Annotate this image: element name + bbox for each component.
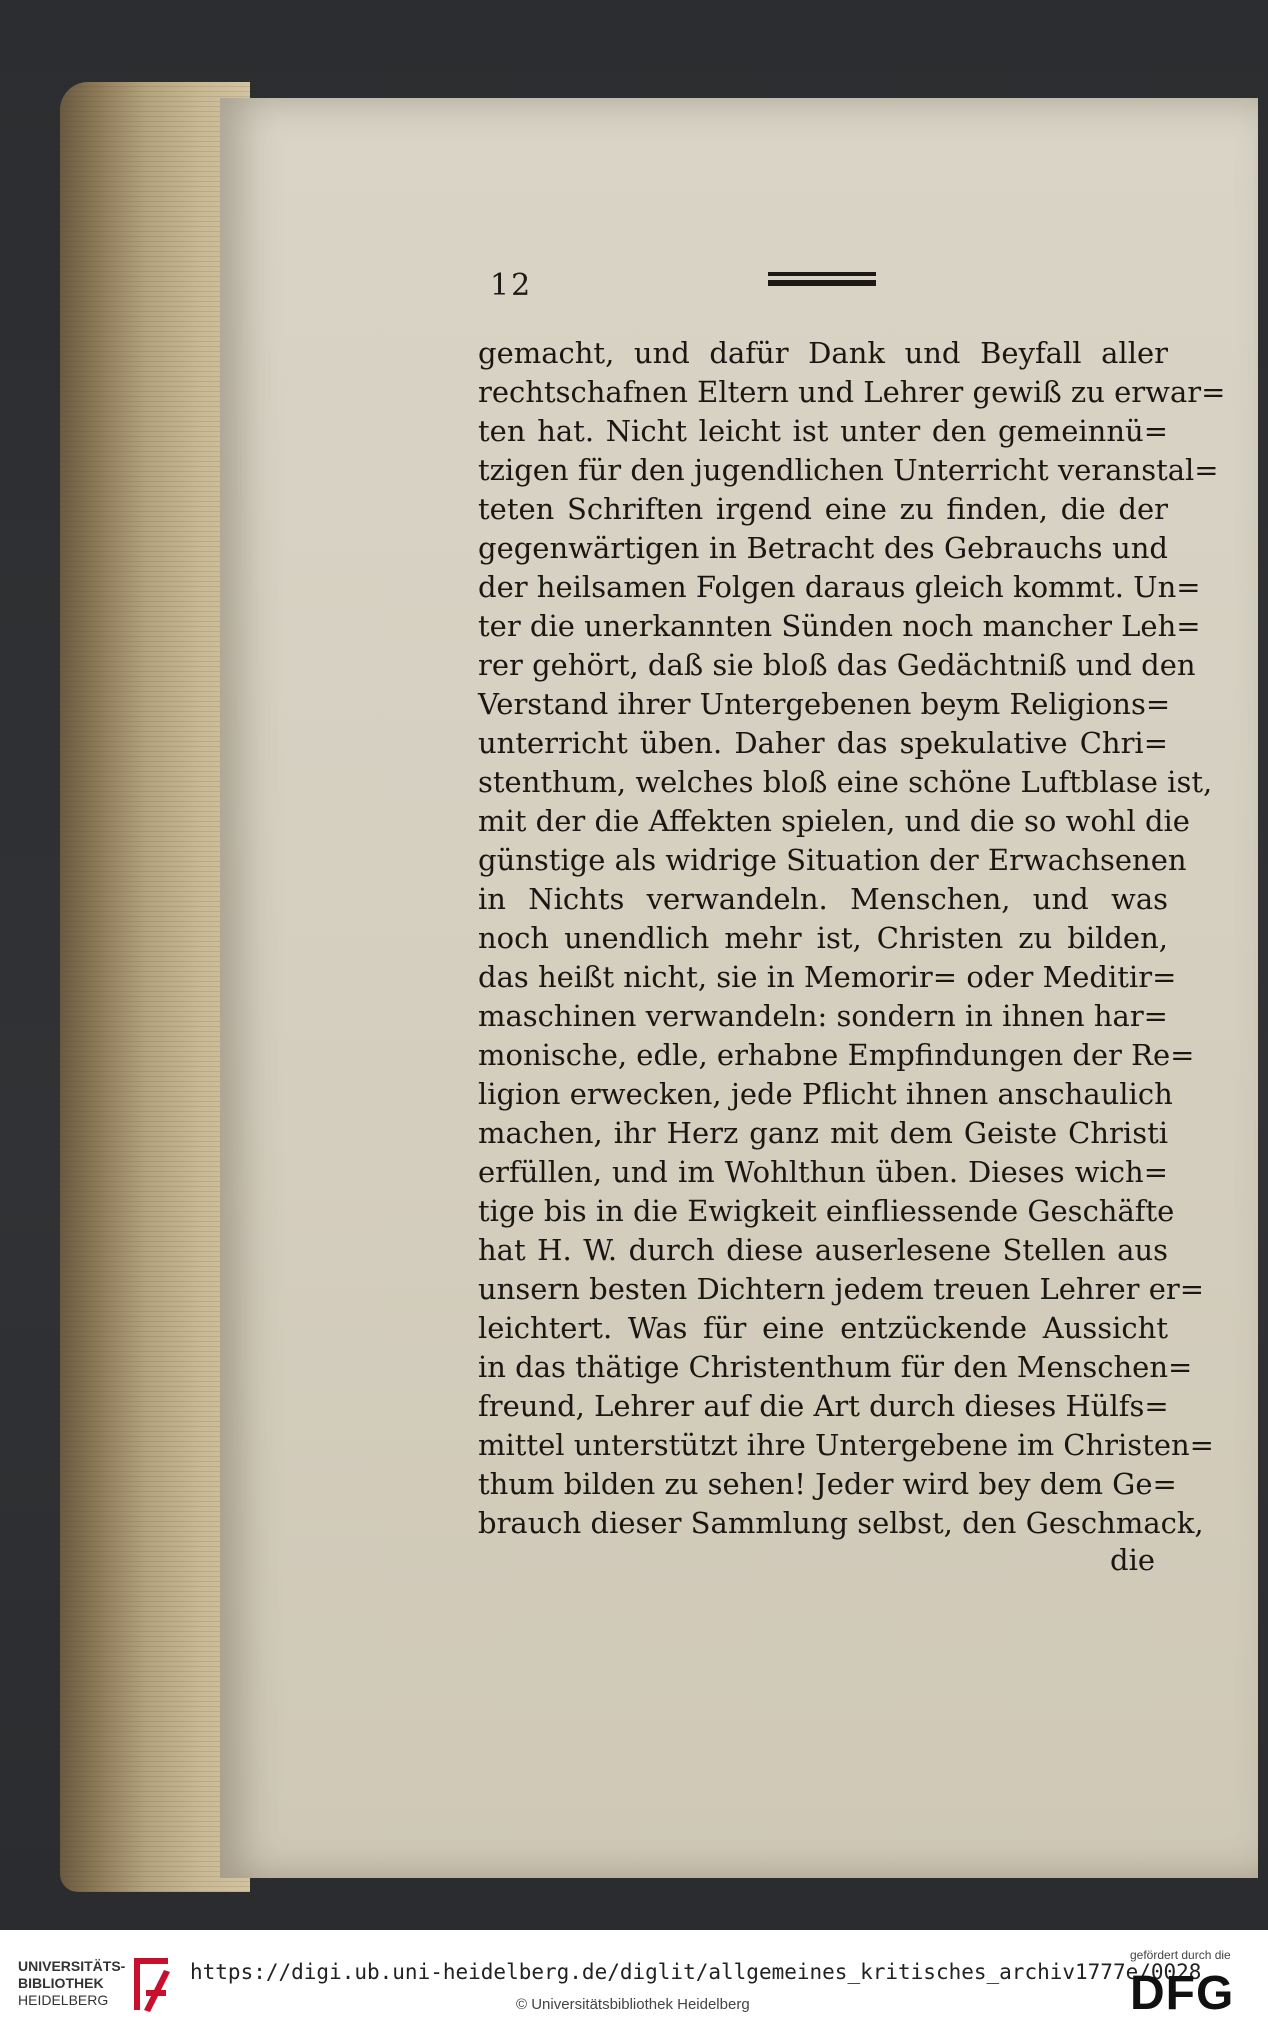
text-line: unsern besten Dichtern jedem treuen Lehrer er= bbox=[478, 1272, 1205, 1306]
library-logo-icon[interactable] bbox=[128, 1950, 174, 2014]
text-line: mittel unterstützt ihre Untergebene im Christen= bbox=[478, 1428, 1214, 1462]
text-line: noch unendlich mehr ist, Christen zu bilden, bbox=[478, 921, 1168, 955]
header-rule bbox=[768, 272, 876, 286]
permalink-url[interactable]: https://digi.ub.uni-heidelberg.de/diglit/allgemeines_kritisches_archiv1777e/0028 bbox=[190, 1960, 1202, 1984]
text-line: ten hat. Nicht leicht ist unter den gemeinnü= bbox=[478, 414, 1168, 448]
text-line: leichtert. Was für eine entzückende Aussicht bbox=[478, 1311, 1168, 1345]
text-line: unterricht üben. Daher das spekulative Chri= bbox=[478, 726, 1168, 760]
funder-label: gefördert durch die bbox=[1130, 1948, 1231, 1962]
text-line: in Nichts verwandeln. Menschen, und was bbox=[478, 882, 1168, 916]
text-line: monische, edle, erhabne Empfindungen der Re= bbox=[478, 1038, 1195, 1072]
text-line: gegenwärtigen in Betracht des Gebrauchs und bbox=[478, 531, 1168, 565]
text-line: ter die unerkannten Sünden noch mancher Leh= bbox=[478, 609, 1201, 643]
text-line: das heißt nicht, sie in Memorir= oder Meditir= bbox=[478, 960, 1177, 994]
text-line: tzigen für den jugendlichen Unterricht veranstal= bbox=[478, 453, 1219, 487]
text-line: Verstand ihrer Untergebenen beym Religions= bbox=[478, 687, 1171, 721]
text-line: maschinen verwandeln: sondern in ihnen har= bbox=[478, 999, 1168, 1033]
page-number: 12 bbox=[490, 268, 533, 303]
text-line: rechtschafnen Eltern und Lehrer gewiß zu erwar= bbox=[478, 375, 1226, 409]
text-line: machen, ihr Herz ganz mit dem Geiste Christi bbox=[478, 1116, 1168, 1150]
library-logo-text[interactable] bbox=[18, 1958, 128, 2009]
text-line: ligion erwecken, jede Pflicht ihnen anschaulich bbox=[478, 1077, 1173, 1111]
text-line: stenthum, welches bloß eine schöne Luftblase ist, bbox=[478, 765, 1213, 799]
text-line: gemacht, und dafür Dank und Beyfall aller bbox=[478, 336, 1168, 370]
text-line: tige bis in die Ewigkeit einfliessende Geschäfte bbox=[478, 1194, 1175, 1228]
library-name-line2: BIBLIOTHEK bbox=[18, 1975, 104, 1991]
copyright-text: © Universitätsbibliothek Heidelberg bbox=[516, 1996, 750, 2013]
text-line: erfüllen, und im Wohlthun üben. Dieses wich= bbox=[478, 1155, 1168, 1189]
text-line: rer gehört, daß sie bloß das Gedächtniß und den bbox=[478, 648, 1196, 682]
text-line: in das thätige Christenthum für den Menschen= bbox=[478, 1350, 1193, 1384]
text-line: mit der die Affekten spielen, und die so wohl die bbox=[478, 804, 1190, 838]
library-name-line1: UNIVERSITÄTS- bbox=[18, 1958, 126, 1974]
text-line: teten Schriften irgend eine zu finden, die der bbox=[478, 492, 1168, 526]
text-line: brauch dieser Sammlung selbst, den Geschmack, bbox=[478, 1506, 1204, 1540]
body-text bbox=[478, 334, 1226, 1543]
text-line: günstige als widrige Situation der Erwachsenen bbox=[478, 843, 1187, 877]
library-name-line3: HEIDELBERG bbox=[18, 1992, 109, 2008]
dfg-logo[interactable]: DFG bbox=[1130, 1967, 1235, 2020]
viewer-footer bbox=[0, 1930, 1268, 2028]
text-line: der heilsamen Folgen daraus gleich kommt. Un= bbox=[478, 570, 1201, 604]
text-line: thum bilden zu sehen! Jeder wird bey dem Ge= bbox=[478, 1467, 1177, 1501]
catchword: die bbox=[1110, 1543, 1156, 1577]
text-line: hat H. W. durch diese auserlesene Stellen aus bbox=[478, 1233, 1168, 1267]
text-line: freund, Lehrer auf die Art durch dieses Hülfs= bbox=[478, 1389, 1169, 1423]
